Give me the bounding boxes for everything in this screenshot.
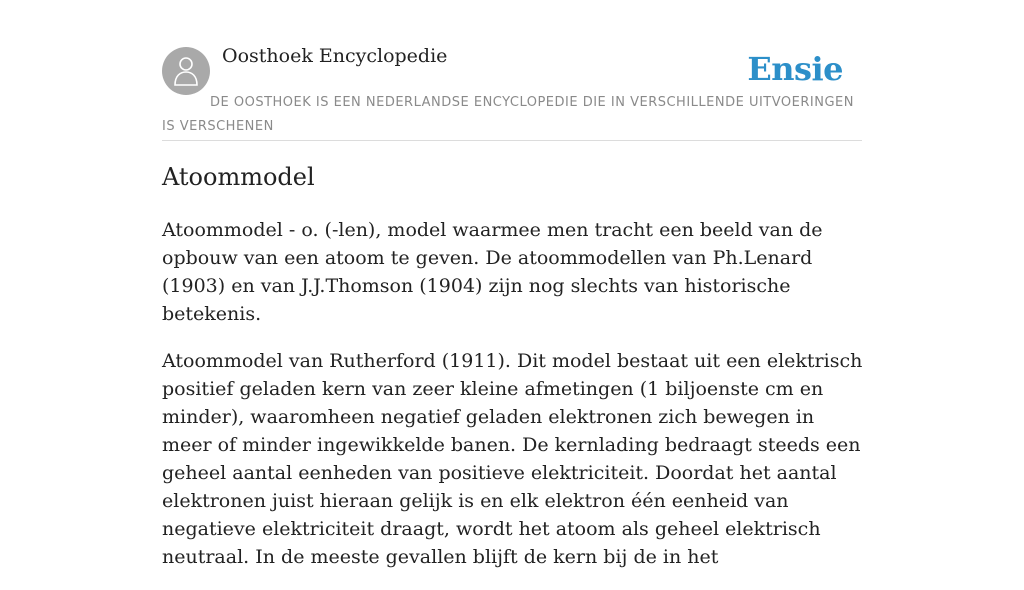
source-header bbox=[162, 40, 862, 141]
user-silhouette-icon bbox=[174, 56, 198, 86]
article-paragraph: Atoommodel - o. (-len), model waarmee men tracht een beeld van de opbouw van een atoom te geven. De atoommodellen van Ph.Lenard (1903) en van J.J.Thomson (1904) zijn nog slechts van historische betekenis. bbox=[162, 219, 823, 325]
ensie-logo[interactable]: Ensie bbox=[747, 50, 843, 88]
article-body bbox=[162, 216, 867, 590]
source-avatar[interactable] bbox=[162, 47, 210, 95]
source-description: DE OOSTHOEK IS EEN NEDERLANDSE ENCYCLOPEDIE DIE IN VERSCHILLENDE UITVOERINGEN IS VERSCHENEN bbox=[162, 95, 854, 134]
article-title: Atoommodel bbox=[162, 163, 315, 191]
source-name[interactable]: Oosthoek Encyclopedie bbox=[222, 45, 448, 67]
article-paragraph: Atoommodel van Rutherford (1911). Dit model bestaat uit een elektrisch positief geladen kern van zeer kleine afmetingen (1 biljoenste cm en minder), waaromheen negatief geladen elektronen zich bewegen in meer of minder ingewikkelde banen. De kernlading bedraagt steeds een geheel aantal eenheden van positieve elektriciteit. Doordat het aantal elektronen juist hieraan gelijk is en elk elektron één eenheid van negatieve elektriciteit draagt, wordt het atoom als geheel elektrisch neutraal. In de meeste gevallen blijft de kern bij de in het bbox=[162, 350, 863, 568]
